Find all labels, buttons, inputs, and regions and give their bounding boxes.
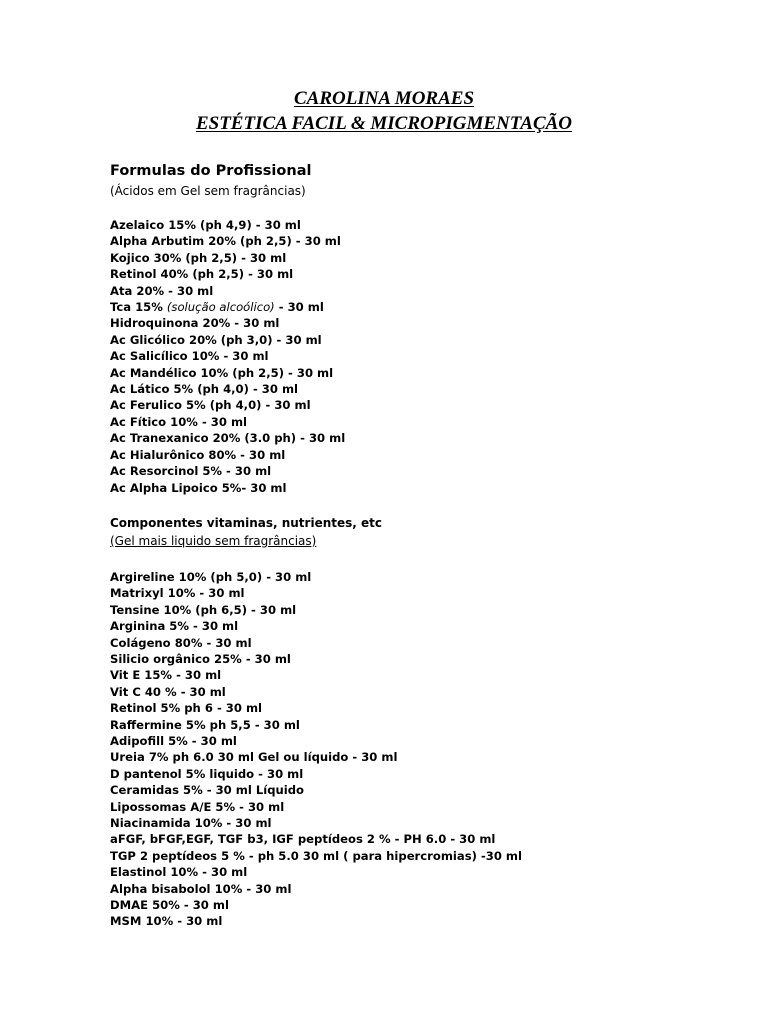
header-name: CAROLINA MORAES xyxy=(293,88,475,109)
list-item: Kojico 30% (ph 2,5) - 30 ml xyxy=(110,250,287,265)
tca-suffix: - 30 ml xyxy=(274,300,324,315)
list-item: Niacinamida 10% - 30 ml xyxy=(110,816,272,830)
list-item: Elastinol 10% - 30 ml xyxy=(110,865,248,880)
section-note-gel: (Gel mais liquido sem fragrâncias) xyxy=(110,533,317,548)
list-item: Argireline 10% (ph 5,0) - 30 ml xyxy=(110,569,312,584)
list-item: Silicio orgânico 25% - 30 ml xyxy=(110,651,291,666)
list-item: Vit E 15% - 30 ml xyxy=(110,668,222,683)
list-item: Alpha Arbutim 20% (ph 2,5) - 30 ml xyxy=(110,234,341,249)
list-item: Ac Lático 5% (ph 4,0) - 30 ml xyxy=(110,382,299,397)
list-item: Hidroquinona 20% - 30 ml xyxy=(110,316,280,331)
list-item: Ac Hialurônico 80% - 30 ml xyxy=(110,447,286,462)
list-item: Retinol 40% (ph 2,5) - 30 ml xyxy=(110,267,294,282)
list-item: D pantenol 5% liquido - 30 ml xyxy=(110,766,304,781)
list-item: DMAE 50% - 30 ml xyxy=(110,898,229,913)
list-item: Tensine 10% (ph 6,5) - 30 ml xyxy=(110,602,297,617)
list-item: Arginina 5% - 30 ml xyxy=(110,619,239,634)
list-item: Colágeno 80% - 30 ml xyxy=(110,635,252,650)
acid-formula-list xyxy=(110,217,730,496)
section-heading-formulas: Formulas do Profissional xyxy=(110,163,312,179)
list-item-tca xyxy=(110,299,730,315)
list-item: Ceramidas 5% - 30 ml Líquido xyxy=(110,783,305,798)
tca-prefix: Tca 15% xyxy=(110,300,167,315)
document-header xyxy=(0,86,768,136)
tca-italic: (solução alcoólico) xyxy=(166,300,275,315)
list-item: Raffermine 5% ph 5,5 - 30 ml xyxy=(110,717,300,732)
section-heading-components: Componentes vitaminas, nutrientes, etc xyxy=(110,515,382,530)
list-item: Lipossomas A/E 5% - 30 ml xyxy=(110,799,285,814)
list-item: Ac Glicólico 20% (ph 3,0) - 30 ml xyxy=(110,332,322,347)
list-item: Adipofill 5% - 30 ml xyxy=(110,733,237,748)
list-item: Ac Resorcinol 5% - 30 ml xyxy=(110,464,272,479)
list-item: Ac Salicílico 10% - 30 ml xyxy=(110,349,269,364)
list-item: Ac Tranexanico 20% (3.0 ph) - 30 ml xyxy=(110,431,346,446)
list-item: Ac Fítico 10% - 30 ml xyxy=(110,414,248,429)
list-item: Vit C 40 % - 30 ml xyxy=(110,684,226,699)
list-item: Ac Ferulico 5% (ph 4,0) - 30 ml xyxy=(110,398,311,413)
list-item: Alpha bisabolol 10% - 30 ml xyxy=(110,881,292,896)
list-item: Ac Alpha Lipoico 5%- 30 ml xyxy=(110,480,287,495)
list-item: Ata 20% - 30 ml xyxy=(110,283,214,298)
list-item: Ureia 7% ph 6.0 30 ml Gel ou líquido - 30 ml xyxy=(110,750,398,765)
section-note-acids: (Ácidos em Gel sem fragrâncias) xyxy=(110,184,306,198)
list-item: TGP 2 peptídeos 5 % - ph 5.0 30 ml ( para hipercromias) -30 ml xyxy=(110,848,522,863)
list-item: MSM 10% - 30 ml xyxy=(110,914,223,929)
component-formula-list xyxy=(110,569,730,930)
list-item: aFGF, bFGF,EGF, TGF b3, IGF peptídeos 2 % - PH 6.0 - 30 ml xyxy=(110,832,496,847)
list-item: Ac Mandélico 10% (ph 2,5) - 30 ml xyxy=(110,365,334,380)
list-item: Retinol 5% ph 6 - 30 ml xyxy=(110,701,263,716)
document-body xyxy=(110,160,730,930)
list-item: Matrixyl 10% - 30 ml xyxy=(110,586,245,601)
header-business: ESTÉTICA FACIL & MICROPIGMENTAÇÃO xyxy=(195,113,573,134)
list-item: Azelaico 15% (ph 4,9) - 30 ml xyxy=(110,218,301,232)
